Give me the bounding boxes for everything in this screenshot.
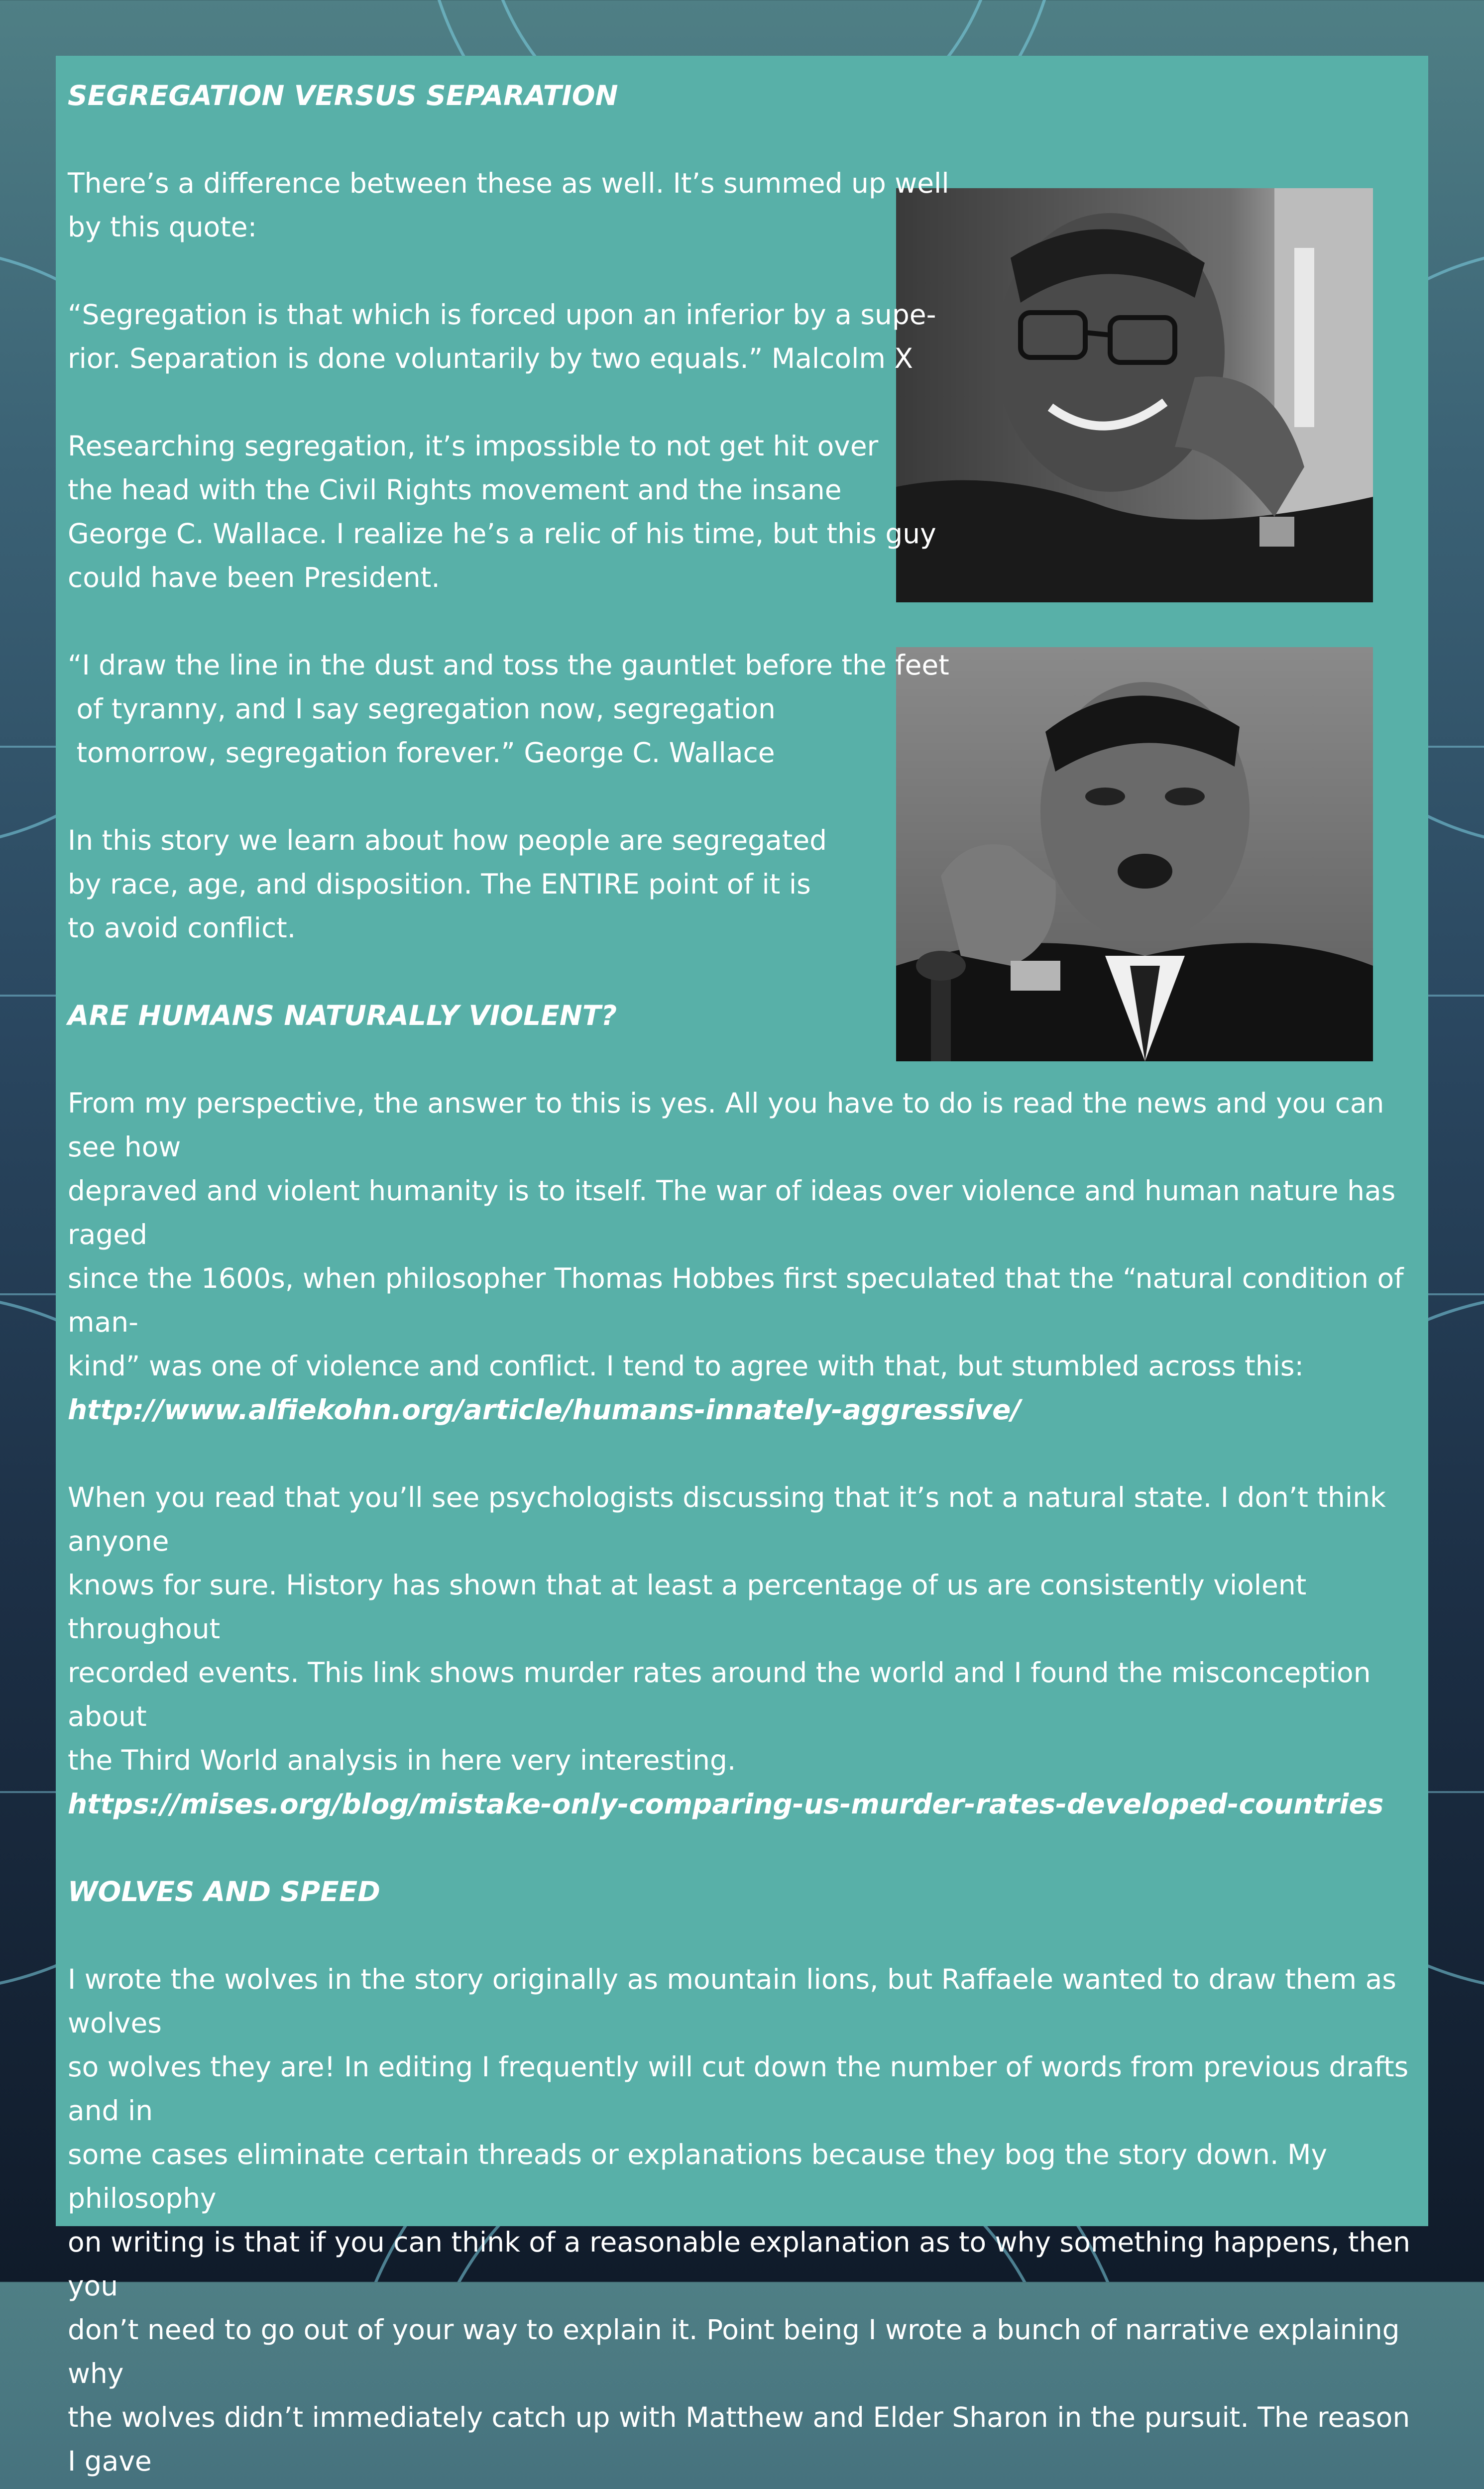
quote-line: rior. Separation is done voluntarily by two equals.” Malcolm X bbox=[68, 342, 913, 374]
paragraph-line: by this quote: bbox=[68, 211, 257, 243]
paragraph-line: From my perspective, the answer to this is yes. All you have to do is read the news and you can see how bbox=[68, 1087, 1384, 1163]
paragraph-line: don’t need to go out of your way to explain it. Point being I wrote a bunch of narrative explaining why bbox=[68, 2314, 1400, 2389]
paragraph-line: on writing is that if you can think of a reasonable explanation as to why something happens, then you bbox=[68, 2226, 1411, 2302]
paragraph-line: When you read that you’ll see psychologists discussing that it’s not a natural state. I don’t think anyone bbox=[68, 1481, 1386, 1557]
paragraph-line: the head with the Civil Rights movement and the insane bbox=[68, 474, 842, 506]
article-body bbox=[68, 74, 1422, 2489]
paragraph-line: some cases eliminate certain threads or explanations because they bog the story down. My philosophy bbox=[68, 2139, 1327, 2214]
quote-line: “I draw the line in the dust and toss the gauntlet before the feet bbox=[68, 649, 949, 681]
paragraph-line bbox=[68, 2483, 1422, 2489]
paragraph-line: kind” was one of violence and conflict. I tend to agree with that, but stumbled across this: bbox=[68, 1350, 1304, 1382]
paragraph-line: recorded events. This link shows murder rates around the world and I found the misconception about bbox=[68, 1657, 1371, 1732]
article-panel bbox=[56, 56, 1428, 2477]
quote-line: tomorrow, segregation forever.” George C. Wallace bbox=[68, 737, 775, 769]
paragraph-line: so wolves they are! In editing I frequently will cut down the number of words from previous drafts and in bbox=[68, 2051, 1409, 2127]
link-mises[interactable]: https://mises.org/blog/mistake-only-comparing-us-murder-rates-developed-countries bbox=[68, 1788, 1384, 1820]
link-alfiekohn[interactable]: http://www.alfiekohn.org/article/humans-innately-aggressive/ bbox=[68, 1394, 1021, 1426]
paragraph-line: I wrote the wolves in the story originally as mountain lions, but Raffaele wanted to draw them as wolves bbox=[68, 1963, 1396, 2039]
paragraph-line: George C. Wallace. I realize he’s a relic of his time, but this guy bbox=[68, 518, 936, 550]
heading-violence: ARE HUMANS NATURALLY VIOLENT? bbox=[68, 1000, 617, 1031]
paragraph-line: by race, age, and disposition. The ENTIRE point of it is bbox=[68, 868, 811, 900]
paragraph-line: the wolves didn’t immediately catch up with Matthew and Elder Sharon in the pursuit. The reason I gave bbox=[68, 2401, 1410, 2477]
paragraph-line: the Third World analysis in here very interesting. bbox=[68, 1744, 736, 1776]
paragraph-line: depraved and violent humanity is to itself. The war of ideas over violence and human nature has raged bbox=[68, 1175, 1396, 1250]
heading-segregation: SEGREGATION VERSUS SEPARATION bbox=[68, 80, 618, 112]
quote-line: of tyranny, and I say segregation now, segregation bbox=[68, 693, 776, 725]
paragraph-line: Researching segregation, it’s impossible to not get hit over bbox=[68, 430, 879, 462]
paragraph-line: In this story we learn about how people are segregated bbox=[68, 824, 827, 856]
paragraph-line: could have been President. bbox=[68, 562, 440, 593]
paragraph-line: knows for sure. History has shown that at least a percentage of us are consistently violent throughout bbox=[68, 1569, 1307, 1645]
paragraph-line: There’s a difference between these as well. It’s summed up well bbox=[68, 167, 949, 199]
quote-line: “Segregation is that which is forced upon an inferior by a supe- bbox=[68, 299, 936, 331]
paragraph-line: to avoid conflict. bbox=[68, 912, 296, 944]
heading-wolves: WOLVES AND SPEED bbox=[68, 1876, 380, 1908]
paragraph-line: since the 1600s, when philosopher Thomas Hobbes first speculated that the “natural condition of man- bbox=[68, 1262, 1404, 1338]
